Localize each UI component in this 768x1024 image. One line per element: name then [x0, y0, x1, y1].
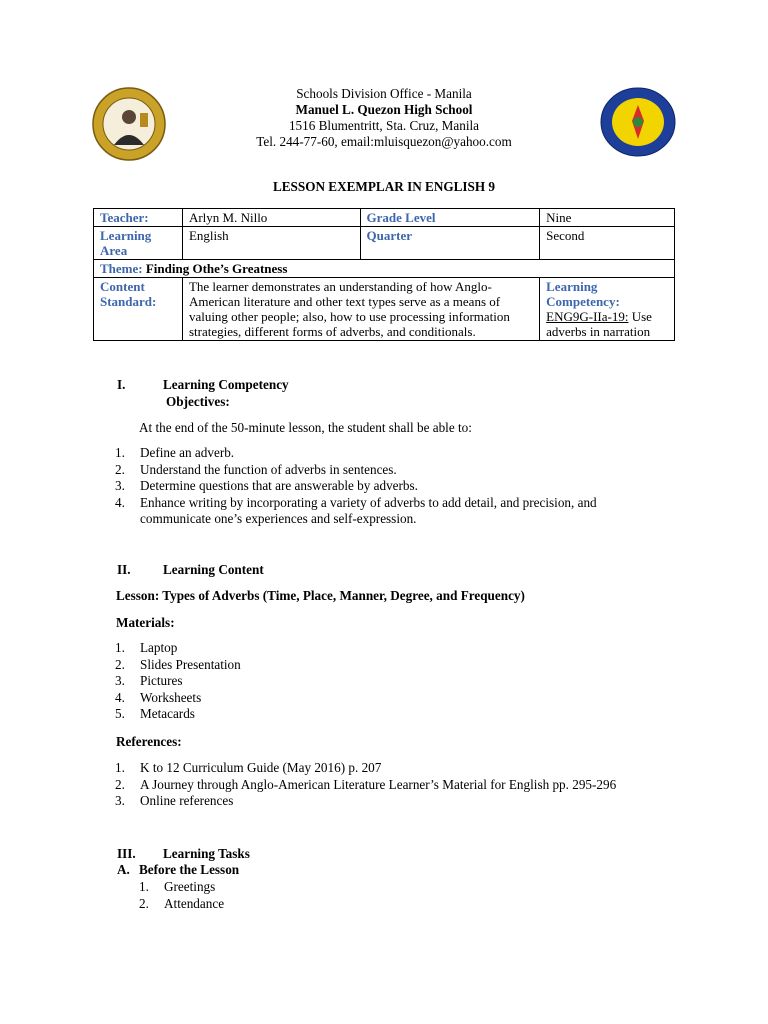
area-value: English — [182, 227, 360, 260]
table-row — [94, 227, 675, 260]
subsection-a-title: Before the Lesson — [139, 862, 240, 877]
school-name: Manuel L. Quezon High School — [295, 102, 473, 117]
competency-code: ENG9G-IIa-19: — [546, 309, 629, 324]
section-2-title: Learning Content — [163, 562, 264, 577]
teacher-value: Arlyn M. Nillo — [182, 209, 360, 227]
table-row — [94, 278, 675, 341]
objectives-heading: Objectives: — [166, 394, 230, 409]
section-3-title: Learning Tasks — [163, 846, 250, 861]
theme-label: Theme: — [100, 261, 143, 276]
table-row — [94, 209, 675, 227]
school-contact: Tel. 244-77-60, email:mluisquezon@yahoo.com — [256, 134, 512, 149]
letterhead — [0, 86, 768, 150]
office-name: Schools Division Office - Manila — [296, 86, 472, 101]
content-standard-value: The learner demonstrates an understanding of how Anglo-American literature and other text types serve as a means of valuing other people; also, how to use processing information strategies, different forms of adverbs, and conditionals. — [182, 278, 539, 341]
references-list: 1. K to 12 Curriculum Guide (May 2016) p. 207 2. A Journey through Anglo-American Literature Learner’s Material for English pp. 295-296 3. Online references — [115, 760, 617, 809]
school-address: 1516 Blumentritt, Sta. Cruz, Manila — [288, 118, 480, 133]
section-1-title: Learning Competency — [163, 377, 289, 392]
subsection-a-letter: A. — [117, 862, 130, 877]
objectives-intro: At the end of the 50-minute lesson, the student shall be able to: — [139, 420, 472, 435]
materials-list: 1. Laptop 2. Slides Presentation 3. Pictures 4. Worksheets 5. Metacards — [115, 640, 241, 722]
grade-value: Nine — [540, 209, 675, 227]
quarter-value: Second — [540, 227, 675, 260]
theme-value: Finding Othe’s Greatness — [145, 261, 288, 276]
materials-heading: Materials: — [116, 615, 175, 630]
lesson-info-table — [93, 208, 675, 341]
section-1-numeral: I. — [117, 377, 126, 392]
competency-cell — [540, 278, 675, 341]
references-heading: References: — [116, 734, 182, 749]
quarter-label: Quarter — [360, 227, 540, 260]
section-2-numeral: II. — [117, 562, 131, 577]
area-label: Learning Area — [94, 227, 183, 260]
tasks-list: 1. Greetings 2. Attendance — [139, 879, 225, 911]
section-3-numeral: III. — [117, 846, 136, 861]
grade-label: Grade Level — [360, 209, 540, 227]
theme-cell — [94, 260, 675, 278]
table-row — [94, 260, 675, 278]
competency-value: Use adverbs in narration — [546, 309, 652, 339]
competency-label: Learning Competency: — [546, 279, 620, 309]
objectives-list: 1. Define an adverb. 2. Understand the function of adverbs in sentences. 3. Determine questions that are answerable by adverbs. 4. Enhance writing by incorporating a variety of adverbs to add detail, and precision, and communicate one’s experiences and self-expression. — [115, 445, 597, 527]
teacher-label: Teacher: — [94, 209, 183, 227]
content-standard-label: Content Standard: — [94, 278, 183, 341]
lesson-title: Lesson: Types of Adverbs (Time, Place, Manner, Degree, and Frequency) — [116, 588, 525, 603]
document-title: LESSON EXEMPLAR IN ENGLISH 9 — [272, 179, 496, 194]
